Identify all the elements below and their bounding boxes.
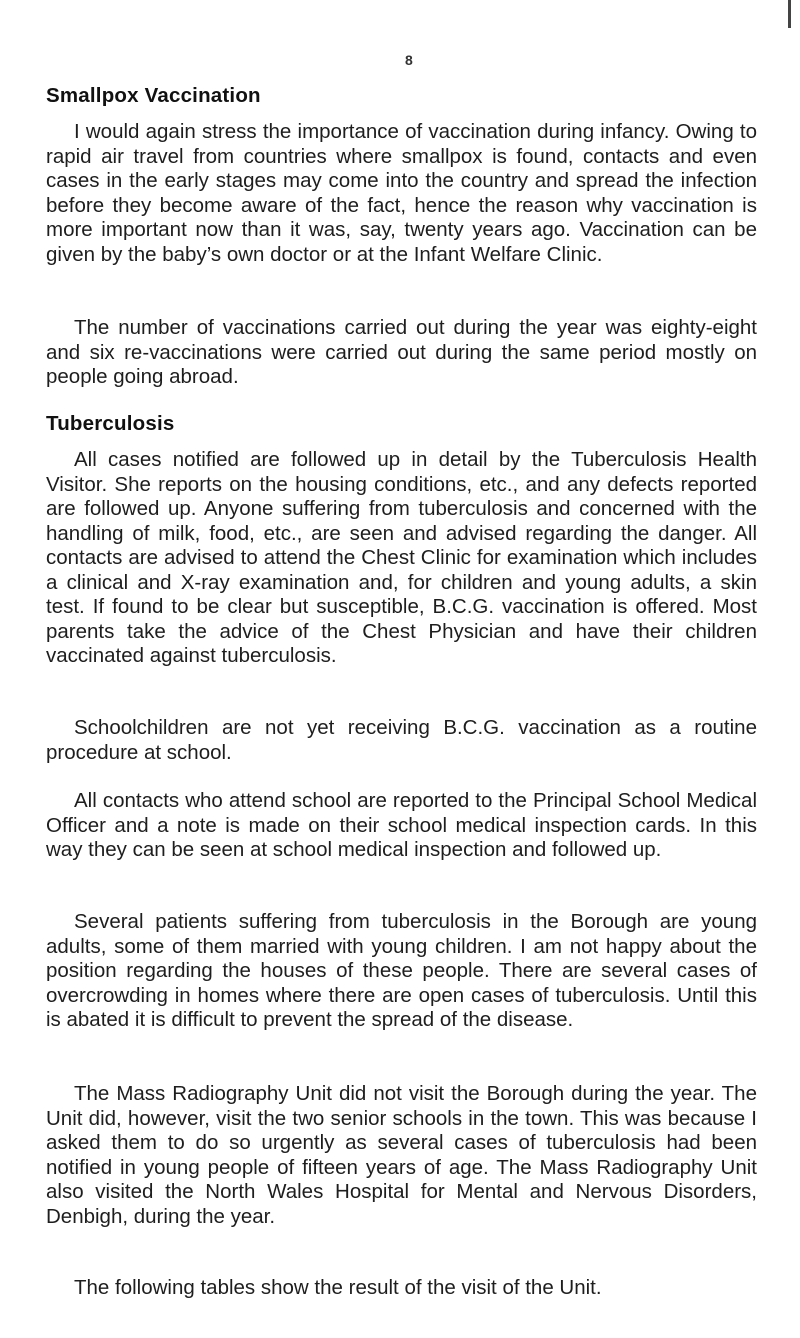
scan-edge-mark	[788, 0, 791, 28]
smallpox-heading: Smallpox Vaccination	[46, 84, 261, 107]
smallpox-paragraph-1: I would again stress the importance of vaccination during infancy. Owing to rapid air travel from countries where smallpox is found, contacts and even cases in the early stages may come into the country and spread the infection before they become aware of the fact, hence the reason why vaccination is more important now than it was, say, twenty years ago. Vaccination can be given by the baby’s own doctor or at the Infant Welfare Clinic.	[46, 120, 757, 266]
tuberculosis-paragraph-3: All contacts who attend school are reported to the Principal School Medical Officer and a note is made on their school medical inspection cards. In this way they can be seen at school medical inspection and followed up.	[46, 789, 757, 861]
tuberculosis-paragraph-5: The Mass Radiography Unit did not visit the Borough during the year. The Unit did, however, visit the two senior schools in the town. This was because I asked them to do so urgently as several cases of tuberculosis had been notified in young people of fifteen years of age. The Mass Radiography Unit also visited the North Wales Hospital for Mental and Nervous Disorders, Denbigh, during the year.	[46, 1082, 757, 1228]
tuberculosis-paragraph-1: All cases notified are followed up in detail by the Tuberculosis Health Visitor. She reports on the housing conditions, etc., and any defects reported are followed up. Anyone suffering from tuberculosis and concerned with the handling of milk, food, etc., are seen and advised regarding the danger. All contacts are advised to attend the Chest Clinic for examination which includes a clinical and X-ray examination and, for children and young adults, a skin test. If found to be clear but susceptible, B.C.G. vaccination is offered. Most parents take the advice of the Chest Physician and have their children vaccinated against tuberculosis.	[46, 448, 757, 667]
tuberculosis-heading: Tuberculosis	[46, 412, 175, 435]
tuberculosis-paragraph-2: Schoolchildren are not yet receiving B.C.G. vaccination as a routine procedure at school.	[46, 716, 757, 764]
tuberculosis-paragraph-6: The following tables show the result of the visit of the Unit.	[74, 1276, 602, 1299]
smallpox-paragraph-2: The number of vaccinations carried out during the year was eighty-eight and six re-vaccinations were carried out during the same period mostly on people going abroad.	[46, 316, 757, 388]
tuberculosis-paragraph-4: Several patients suffering from tuberculosis in the Borough are young adults, some of them married with young children. I am not happy about the position regarding the houses of these people. There are several cases of overcrowding in homes where there are open cases of tuberculosis. Until this is abated it is difficult to prevent the spread of the disease.	[46, 910, 757, 1031]
page-number: 8	[405, 52, 413, 68]
